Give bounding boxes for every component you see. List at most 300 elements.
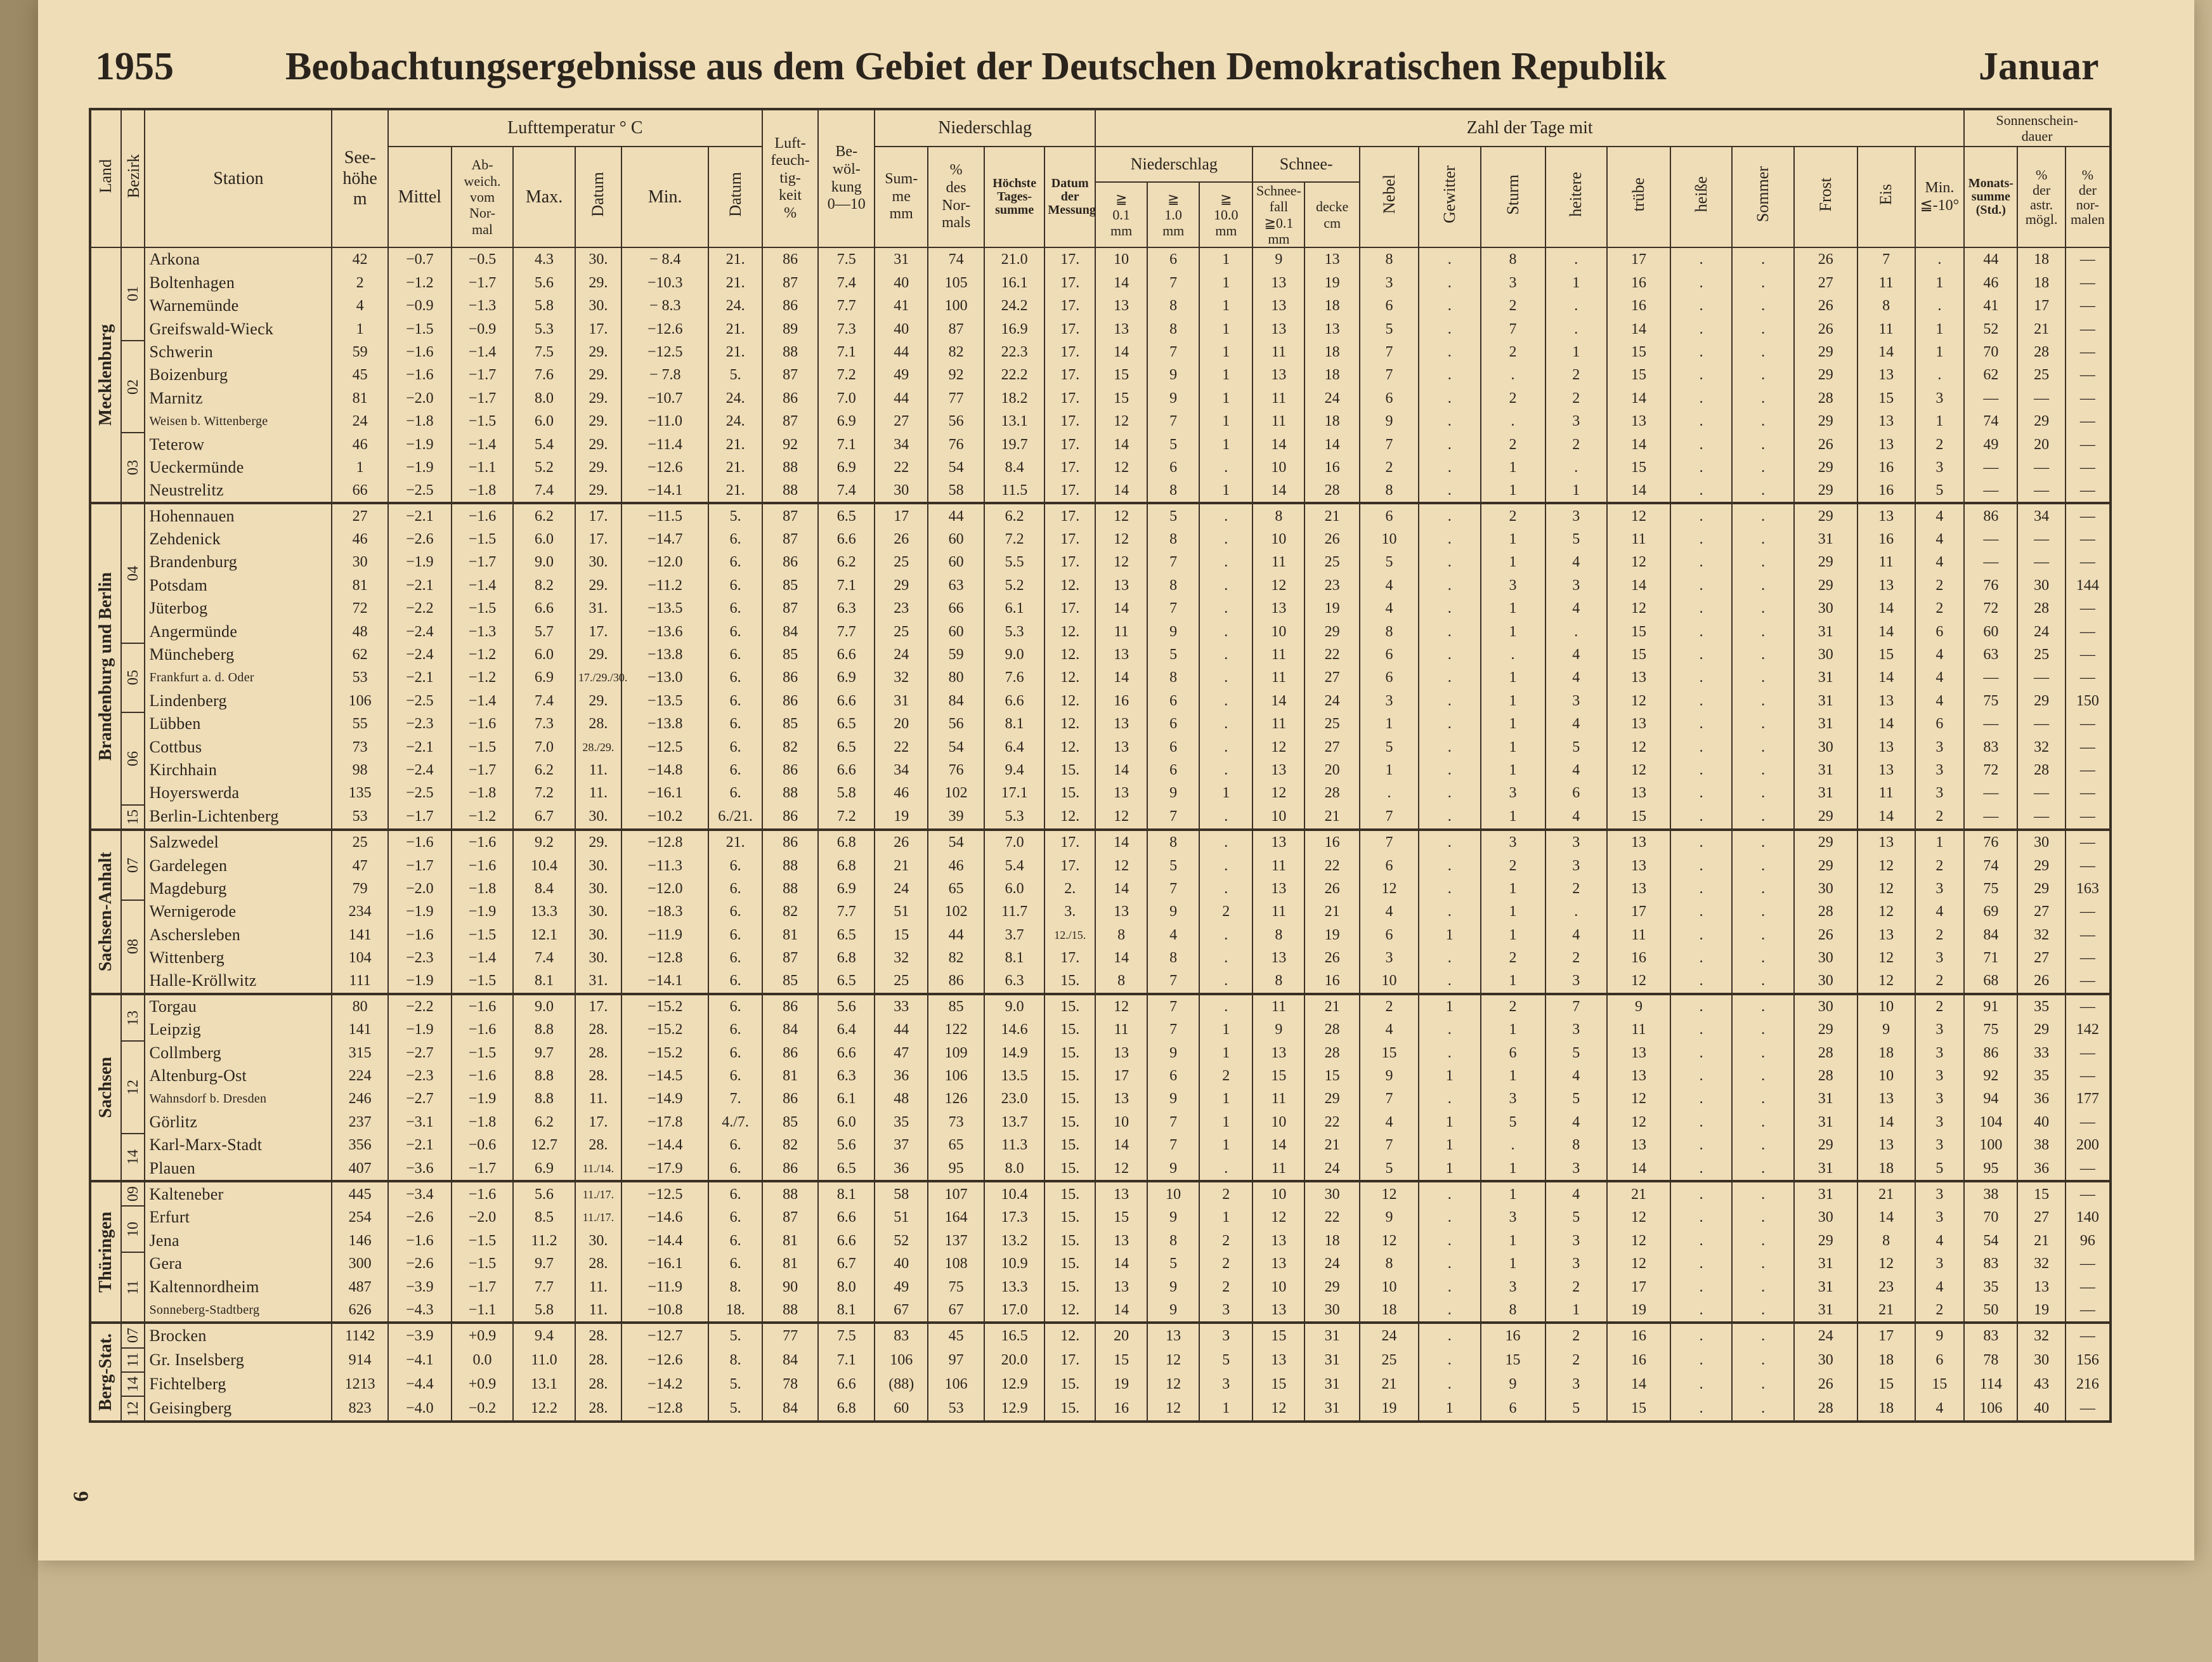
cell-value: 3 bbox=[1481, 782, 1545, 804]
table-row bbox=[90, 1229, 2111, 1252]
cell-value: — bbox=[2066, 782, 2111, 804]
cell-value: 12. bbox=[1044, 805, 1095, 830]
cell-value: 85 bbox=[762, 1111, 819, 1134]
cell-value: 6.8 bbox=[818, 854, 875, 877]
cell-value: 3 bbox=[1915, 1206, 1965, 1229]
cell-value: − 7.8 bbox=[621, 363, 708, 386]
book-edge bbox=[0, 0, 38, 1662]
cell-value: 34 bbox=[875, 433, 928, 455]
cell-value: 94 bbox=[1964, 1087, 2017, 1110]
cell-value: 7 bbox=[1147, 969, 1199, 993]
cell-value: 6 bbox=[1147, 456, 1199, 479]
cell-value: 11 bbox=[1252, 666, 1304, 689]
cell-value: 23.0 bbox=[984, 1087, 1044, 1110]
cell-value: 29 bbox=[1794, 805, 1857, 830]
cell-value: 30 bbox=[1794, 735, 1857, 758]
cell-value: 25 bbox=[332, 830, 388, 854]
cell-value: 5 bbox=[1545, 1206, 1608, 1229]
cell-value: 27 bbox=[2017, 946, 2065, 969]
cell-value: 5 bbox=[1545, 1087, 1608, 1110]
cell-value: 6.2 bbox=[984, 503, 1044, 527]
cell-value: 16.5 bbox=[984, 1323, 1044, 1347]
cell-value: 30 bbox=[332, 551, 388, 573]
cell-value: . bbox=[1419, 456, 1481, 479]
cell-value: −2.1 bbox=[388, 666, 452, 689]
cell-value: . bbox=[1732, 994, 1794, 1018]
cell-value: 8 bbox=[1095, 969, 1147, 993]
cell-value: −1.6 bbox=[452, 994, 514, 1018]
cell-value: 12./15. bbox=[1044, 924, 1095, 946]
cell-value: 29 bbox=[1794, 830, 1857, 854]
cell-value: 13.5 bbox=[984, 1064, 1044, 1087]
cell-value: 16 bbox=[1857, 479, 1915, 503]
cell-value: 25 bbox=[2017, 363, 2065, 386]
cell-value: 9 bbox=[1147, 1206, 1199, 1229]
cell-value: −14.5 bbox=[621, 1064, 708, 1087]
cell-value: 12 bbox=[1095, 551, 1147, 573]
cell-value: 32 bbox=[2017, 1323, 2065, 1347]
cell-value: 6.9 bbox=[818, 666, 875, 689]
cell-value: . bbox=[1670, 1275, 1733, 1298]
cell-value: 3 bbox=[1199, 1299, 1252, 1323]
cell-value: 86 bbox=[928, 969, 984, 993]
cell-value: 83 bbox=[1964, 1252, 2017, 1275]
cell-value: −1.2 bbox=[388, 272, 452, 294]
cell-value: 29 bbox=[2017, 690, 2065, 712]
cell-value: . bbox=[1670, 735, 1733, 758]
cell-value: −2.4 bbox=[388, 643, 452, 666]
cell-value: −1.2 bbox=[452, 643, 514, 666]
col-sommer: Sommer bbox=[1732, 147, 1794, 247]
cell-value: 24 bbox=[2017, 620, 2065, 643]
cell-value: 8. bbox=[708, 1348, 762, 1372]
cell-value: 13 bbox=[1607, 1134, 1670, 1156]
cell-value: 13 bbox=[1252, 1348, 1304, 1372]
cell-value: 6.2 bbox=[513, 1111, 575, 1134]
cell-value: 11. bbox=[575, 759, 621, 782]
station-name: Geisingberg bbox=[145, 1396, 332, 1421]
cell-value: −12.6 bbox=[621, 317, 708, 340]
bezirk-nr: 11 bbox=[124, 1279, 141, 1295]
cell-value: 20 bbox=[875, 712, 928, 735]
cell-value: 14 bbox=[1095, 1252, 1147, 1275]
cell-value: 13 bbox=[1607, 830, 1670, 854]
cell-value: − 8.4 bbox=[621, 247, 708, 271]
cell-value: 7.4 bbox=[513, 946, 575, 969]
cell-value: −0.2 bbox=[452, 1396, 514, 1421]
cell-value: 74 bbox=[928, 247, 984, 271]
cell-value: 3 bbox=[1915, 735, 1965, 758]
bezirk-nr: 10 bbox=[124, 1221, 141, 1237]
cell-value: +0.9 bbox=[452, 1323, 514, 1347]
cell-value: 44 bbox=[928, 924, 984, 946]
cell-value: — bbox=[2066, 479, 2111, 503]
cell-value: 6. bbox=[708, 759, 762, 782]
cell-value: . bbox=[1670, 479, 1733, 503]
cell-value: −11.9 bbox=[621, 924, 708, 946]
observation-table bbox=[89, 108, 2112, 1423]
cell-value: −14.8 bbox=[621, 759, 708, 782]
cell-value: 5 bbox=[1147, 643, 1199, 666]
cell-value: −1.3 bbox=[452, 620, 514, 643]
station-name: Wernigerode bbox=[145, 900, 332, 923]
cell-value: 27 bbox=[332, 503, 388, 527]
cell-value: 6.5 bbox=[818, 712, 875, 735]
cell-value: 6 bbox=[1915, 620, 1965, 643]
cell-value: 8 bbox=[1147, 946, 1199, 969]
cell-value: 21 bbox=[1304, 994, 1359, 1018]
table-row bbox=[90, 877, 2111, 900]
cell-value: 12 bbox=[1607, 503, 1670, 527]
cell-value: −1.5 bbox=[452, 597, 514, 620]
cell-value: 7. bbox=[708, 1087, 762, 1110]
cell-value: 2 bbox=[1545, 877, 1608, 900]
bezirk-number bbox=[121, 1323, 145, 1347]
cell-value: 5.2 bbox=[984, 574, 1044, 597]
cell-value: −15.2 bbox=[621, 1041, 708, 1064]
cell-value: 2 bbox=[1915, 433, 1965, 455]
cell-value: 13.1 bbox=[513, 1372, 575, 1396]
cell-value: . bbox=[1419, 1206, 1481, 1229]
table-row bbox=[90, 969, 2111, 993]
cell-value: 6. bbox=[708, 666, 762, 689]
cell-value: 15 bbox=[2017, 1181, 2065, 1206]
cell-value: . bbox=[1670, 1396, 1733, 1421]
cell-value: 81 bbox=[332, 387, 388, 410]
cell-value: 75 bbox=[1964, 877, 2017, 900]
cell-value: 2 bbox=[1481, 294, 1545, 317]
cell-value: 21 bbox=[2017, 1229, 2065, 1252]
cell-value: 84 bbox=[762, 1348, 819, 1372]
cell-value: −1.7 bbox=[452, 1275, 514, 1298]
cell-value: 1 bbox=[1915, 317, 1965, 340]
cell-value: . bbox=[1545, 456, 1608, 479]
cell-value: 5.3 bbox=[513, 317, 575, 340]
cell-value: 11 bbox=[1095, 1018, 1147, 1041]
col-summe: Sum- me mm bbox=[875, 147, 928, 247]
cell-value: 31 bbox=[875, 690, 928, 712]
cell-value: 3. bbox=[1044, 900, 1095, 923]
cell-value: 22.2 bbox=[984, 363, 1044, 386]
cell-value: 17. bbox=[575, 1111, 621, 1134]
cell-value: . bbox=[1732, 456, 1794, 479]
cell-value: . bbox=[1545, 247, 1608, 271]
cell-value: . bbox=[1670, 969, 1733, 993]
table-row bbox=[90, 805, 2111, 830]
cell-value: −3.6 bbox=[388, 1156, 452, 1181]
table-row bbox=[90, 1156, 2111, 1181]
cell-value: 11 bbox=[1252, 854, 1304, 877]
cell-value: . bbox=[1670, 1018, 1733, 1041]
bezirk-number bbox=[121, 900, 145, 994]
cell-value: 13 bbox=[1857, 503, 1915, 527]
cell-value: 13 bbox=[1607, 712, 1670, 735]
cell-value: 13 bbox=[1857, 759, 1915, 782]
cell-value: 24 bbox=[1304, 1156, 1359, 1181]
cell-value: . bbox=[1670, 1087, 1733, 1110]
cell-value: 1 bbox=[1419, 1396, 1481, 1421]
cell-value: 1 bbox=[1199, 433, 1252, 455]
cell-value: 2 bbox=[1481, 946, 1545, 969]
cell-value: 6. bbox=[708, 1134, 762, 1156]
cell-value: 2 bbox=[1915, 597, 1965, 620]
cell-value: 7 bbox=[1360, 341, 1419, 363]
cell-value: 7 bbox=[1481, 317, 1545, 340]
cell-value: 88 bbox=[762, 782, 819, 804]
cell-value: 6 bbox=[1360, 503, 1419, 527]
cell-value: 3 bbox=[1199, 1372, 1252, 1396]
cell-value: 26 bbox=[1794, 317, 1857, 340]
cell-value: 7 bbox=[1147, 877, 1199, 900]
col-min: Min. bbox=[621, 147, 708, 247]
cell-value: . bbox=[1670, 712, 1733, 735]
cell-value: 14 bbox=[1095, 433, 1147, 455]
cell-value: 12 bbox=[1360, 877, 1419, 900]
cell-value: 7 bbox=[1147, 341, 1199, 363]
cell-value: . bbox=[1670, 620, 1733, 643]
cell-value: 31 bbox=[1794, 1087, 1857, 1110]
cell-value: 34 bbox=[2017, 503, 2065, 527]
cell-value: −1.9 bbox=[388, 456, 452, 479]
cell-value: 31 bbox=[1794, 1181, 1857, 1206]
cell-value: . bbox=[1199, 456, 1252, 479]
cell-value: 224 bbox=[332, 1064, 388, 1087]
cell-value: 11.3 bbox=[984, 1134, 1044, 1156]
cell-value: . bbox=[1670, 1181, 1733, 1206]
bezirk-number bbox=[121, 1206, 145, 1252]
cell-value: 4 bbox=[1360, 1018, 1419, 1041]
cell-value: 6. bbox=[708, 900, 762, 923]
cell-value: 2 bbox=[1915, 1299, 1965, 1323]
cell-value: 13 bbox=[1095, 1181, 1147, 1206]
cell-value: 12 bbox=[1360, 1181, 1419, 1206]
col-nebel: Nebel bbox=[1360, 147, 1419, 247]
cell-value: −1.5 bbox=[452, 969, 514, 993]
cell-value: −13.8 bbox=[621, 643, 708, 666]
cell-value: 17. bbox=[575, 994, 621, 1018]
cell-value: 1 bbox=[1915, 341, 1965, 363]
cell-value: 17 bbox=[1607, 1275, 1670, 1298]
cell-value: 12. bbox=[1044, 1299, 1095, 1323]
cell-value: 77 bbox=[928, 387, 984, 410]
col-sonnenschein: Sonnenschein- dauer bbox=[1964, 109, 2111, 147]
cell-value: 12 bbox=[1095, 854, 1147, 877]
cell-value: −2.1 bbox=[388, 735, 452, 758]
cell-value: 2 bbox=[1915, 805, 1965, 830]
cell-value: 21. bbox=[708, 317, 762, 340]
cell-value: 6. bbox=[708, 854, 762, 877]
cell-value: . bbox=[1732, 272, 1794, 294]
cell-value: 122 bbox=[928, 1018, 984, 1041]
cell-value: 7.1 bbox=[818, 574, 875, 597]
cell-value: 62 bbox=[332, 643, 388, 666]
bezirk-number bbox=[121, 1396, 145, 1421]
table-row bbox=[90, 1111, 2111, 1134]
cell-value: . bbox=[1670, 341, 1733, 363]
cell-value: 7 bbox=[1147, 994, 1199, 1018]
cell-value: 14 bbox=[1607, 1156, 1670, 1181]
cell-value: — bbox=[2066, 994, 2111, 1018]
cell-value: 92 bbox=[1964, 1064, 2017, 1087]
cell-value: 79 bbox=[332, 877, 388, 900]
cell-value: . bbox=[1199, 690, 1252, 712]
cell-value: 71 bbox=[1964, 946, 2017, 969]
cell-value: 60 bbox=[928, 528, 984, 551]
cell-value: 14 bbox=[1252, 479, 1304, 503]
station-name: Lübben bbox=[145, 712, 332, 735]
cell-value: 15. bbox=[1044, 1229, 1095, 1252]
cell-value: . bbox=[1419, 528, 1481, 551]
cell-value: 7.2 bbox=[818, 363, 875, 386]
cell-value: 45 bbox=[332, 363, 388, 386]
cell-value: 5. bbox=[708, 503, 762, 527]
cell-value: 44 bbox=[1964, 247, 2017, 271]
cell-value: 6 bbox=[1147, 1064, 1199, 1087]
cell-value: 10 bbox=[1095, 247, 1147, 271]
cell-value: 84 bbox=[762, 620, 819, 643]
cell-value: 4 bbox=[1545, 551, 1608, 573]
cell-value: 8 bbox=[1147, 1229, 1199, 1252]
station-name: Brocken bbox=[145, 1323, 332, 1347]
cell-value: 88 bbox=[762, 456, 819, 479]
cell-value: 11 bbox=[1252, 643, 1304, 666]
station-name: Leipzig bbox=[145, 1018, 332, 1041]
cell-value: 14.9 bbox=[984, 1041, 1044, 1064]
cell-value: −2.0 bbox=[452, 1206, 514, 1229]
cell-value: 6 bbox=[1360, 924, 1419, 946]
cell-value: 3 bbox=[1545, 1252, 1608, 1275]
cell-value: 6.9 bbox=[818, 410, 875, 433]
cell-value: 1 bbox=[1915, 830, 1965, 854]
cell-value: 26 bbox=[2017, 969, 2065, 993]
cell-value: 5.2 bbox=[513, 456, 575, 479]
cell-value: 13 bbox=[1252, 1229, 1304, 1252]
cell-value: 1 bbox=[1481, 1252, 1545, 1275]
cell-value: 6.6 bbox=[818, 528, 875, 551]
cell-value: 11 bbox=[1252, 900, 1304, 923]
station-name: Gera bbox=[145, 1252, 332, 1275]
cell-value: 25 bbox=[1360, 1348, 1419, 1372]
cell-value: −0.9 bbox=[452, 317, 514, 340]
cell-value: 75 bbox=[1964, 690, 2017, 712]
cell-value: 142 bbox=[2066, 1018, 2111, 1041]
cell-value: 17. bbox=[1044, 1348, 1095, 1372]
cell-value: 29 bbox=[1304, 1087, 1359, 1110]
col-monatssumme: Monats- summe (Std.) bbox=[1964, 147, 2017, 247]
cell-value: 1 bbox=[1545, 272, 1608, 294]
cell-value: . bbox=[1670, 387, 1733, 410]
bezirk-nr: 14 bbox=[124, 1149, 141, 1165]
cell-value: 24 bbox=[875, 643, 928, 666]
cell-value: 13 bbox=[1095, 1275, 1147, 1298]
station-name: Halle-Kröllwitz bbox=[145, 969, 332, 993]
cell-value: 2 bbox=[1199, 1252, 1252, 1275]
cell-value: . bbox=[1732, 759, 1794, 782]
cell-value: −1.5 bbox=[452, 735, 514, 758]
col-niederschlag: Niederschlag bbox=[875, 109, 1095, 147]
cell-value: 21 bbox=[1304, 900, 1359, 923]
cell-value: . bbox=[1419, 735, 1481, 758]
cell-value: 7.4 bbox=[818, 272, 875, 294]
cell-value: 40 bbox=[2017, 1396, 2065, 1421]
cell-value: 1 bbox=[1199, 317, 1252, 340]
cell-value: 31 bbox=[1794, 666, 1857, 689]
cell-value: . bbox=[1732, 247, 1794, 271]
cell-value: 14 bbox=[1607, 317, 1670, 340]
cell-value: −1.6 bbox=[452, 1064, 514, 1087]
cell-value: 54 bbox=[928, 830, 984, 854]
cell-value: 12 bbox=[1095, 410, 1147, 433]
cell-value: 86 bbox=[762, 690, 819, 712]
cell-value: . bbox=[1419, 363, 1481, 386]
cell-value: −14.1 bbox=[621, 479, 708, 503]
bezirk-number bbox=[121, 247, 145, 341]
cell-value: . bbox=[1199, 994, 1252, 1018]
cell-value: 17. bbox=[1044, 341, 1095, 363]
cell-value: 29 bbox=[1794, 503, 1857, 527]
cell-value: 86 bbox=[762, 247, 819, 271]
cell-value: 19 bbox=[875, 805, 928, 830]
cell-value: 30. bbox=[575, 924, 621, 946]
cell-value: — bbox=[2066, 1181, 2111, 1206]
cell-value: 12 bbox=[1857, 900, 1915, 923]
cell-value: — bbox=[2066, 666, 2111, 689]
station-name: Ueckermünde bbox=[145, 456, 332, 479]
cell-value: 59 bbox=[332, 341, 388, 363]
cell-value: — bbox=[1964, 528, 2017, 551]
cell-value: 14 bbox=[1607, 387, 1670, 410]
cell-value: −4.4 bbox=[388, 1372, 452, 1396]
cell-value: 28. bbox=[575, 712, 621, 735]
cell-value: 53 bbox=[332, 805, 388, 830]
cell-value: −1.7 bbox=[452, 759, 514, 782]
cell-value: 4 bbox=[1545, 924, 1608, 946]
cell-value: 15. bbox=[1044, 994, 1095, 1018]
cell-value: . bbox=[1419, 946, 1481, 969]
cell-value: 12 bbox=[1147, 1348, 1199, 1372]
cell-value: 7.7 bbox=[818, 900, 875, 923]
cell-value: 6.6 bbox=[818, 1206, 875, 1229]
cell-value: — bbox=[2066, 387, 2111, 410]
cell-value: −2.4 bbox=[388, 759, 452, 782]
cell-value: 85 bbox=[762, 574, 819, 597]
cell-value: 29 bbox=[1794, 1018, 1857, 1041]
cell-value: 21 bbox=[1304, 805, 1359, 830]
cell-value: 1 bbox=[1481, 690, 1545, 712]
cell-value: 31 bbox=[1794, 1111, 1857, 1134]
cell-value: −1.6 bbox=[452, 1181, 514, 1206]
cell-value: −2.1 bbox=[388, 1134, 452, 1156]
station-name: Arkona bbox=[145, 247, 332, 271]
cell-value: 13 bbox=[1857, 433, 1915, 455]
cell-value: 29 bbox=[1794, 341, 1857, 363]
cell-value: 96 bbox=[2066, 1229, 2111, 1252]
cell-value: . bbox=[1670, 1229, 1733, 1252]
cell-value: . bbox=[1670, 597, 1733, 620]
station-name: Zehdenick bbox=[145, 528, 332, 551]
cell-value: 68 bbox=[1964, 969, 2017, 993]
cell-value: 25 bbox=[875, 551, 928, 573]
cell-value: 29. bbox=[575, 830, 621, 854]
cell-value: 4 bbox=[1915, 1229, 1965, 1252]
cell-value: 1 bbox=[1199, 1134, 1252, 1156]
station-name: Torgau bbox=[145, 994, 332, 1018]
cell-value: 141 bbox=[332, 924, 388, 946]
cell-value: 2 bbox=[1545, 433, 1608, 455]
cell-value: 4 bbox=[1545, 759, 1608, 782]
cell-value: 5 bbox=[1915, 1156, 1965, 1181]
cell-value: . bbox=[1670, 551, 1733, 573]
